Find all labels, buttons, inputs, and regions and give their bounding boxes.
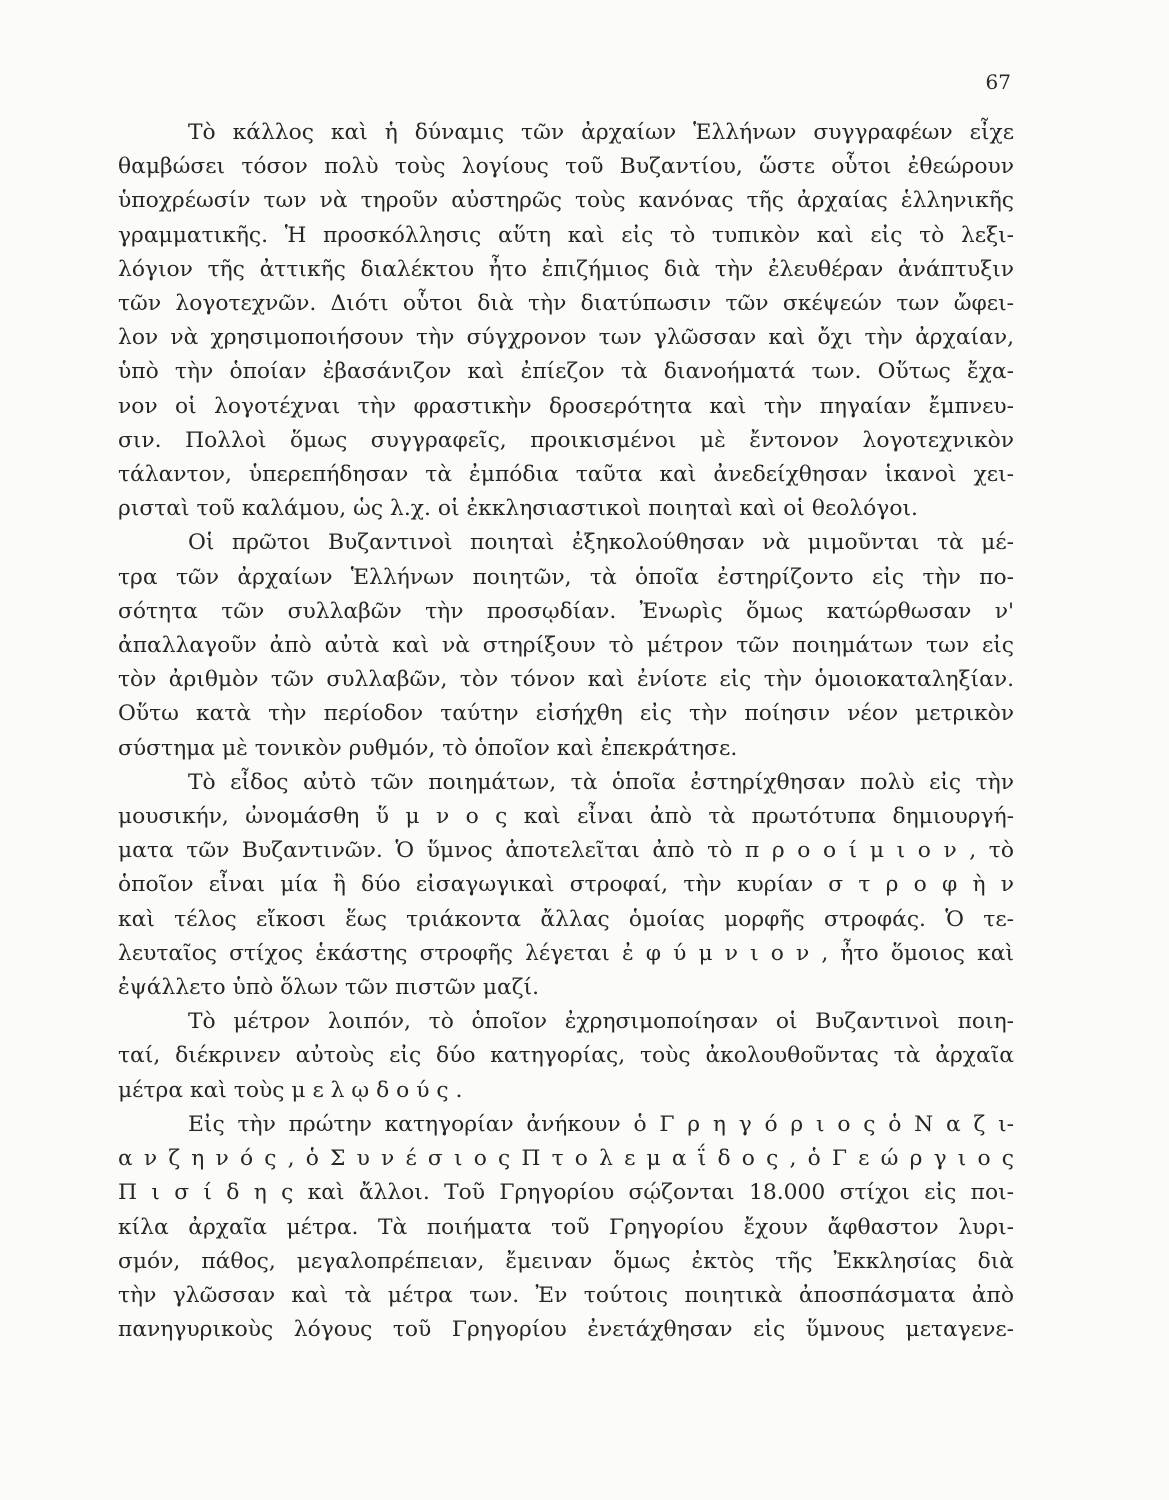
text-line: σμόν, πάθος, μεγαλοπρέπειαν, ἔμειναν ὅμως ἐκτὸς τῆς Ἐκκλησίας διὰ (118, 1248, 1014, 1274)
text-line: τῶν λογοτεχνῶν. Διότι οὗτοι διὰ τὴν διατύπωσιν τῶν σκέψεών των ὤφει- (118, 291, 1014, 317)
text-line: τὴν γλῶσσαν καὶ τὰ μέτρα των. Ἐν τούτοις ποιητικὰ ἀποσπάσματα ἀπὸ (118, 1282, 1014, 1308)
paragraph-4 (118, 1005, 1014, 1108)
text-line: ἀπαλλαγοῦν ἀπὸ αὐτὰ καὶ νὰ στηρίξουν τὸ μέτρον τῶν ποιημάτων των εἰς (118, 633, 1014, 659)
text-line: νον οἱ λογοτέχναι τὴν φραστικὴν δροσερότητα καὶ τὴν πηγαίαν ἔμπνευ- (118, 393, 1014, 419)
text-line: κίλα ἀρχαῖα μέτρα. Τὰ ποιήματα τοῦ Γρηγορίου ἔχουν ἄφθαστον λυρι- (118, 1214, 1014, 1240)
text-line: Εἰς τὴν πρώτην κατηγορίαν ἀνήκουν ὁ Γ ρ η γ ό ρ ι ο ς ὁ Ν α ζ ι- (188, 1111, 1014, 1137)
text-line: ρισταὶ τοῦ καλάμου, ὡς λ.χ. οἱ ἐκκλησιαστικοὶ ποιηταὶ καὶ οἱ θεολόγοι. (118, 496, 918, 522)
text-line: σότητα τῶν συλλαβῶν τὴν προσῳδίαν. Ἐνωρὶς ὅμως κατώρθωσαν ν' (118, 598, 1014, 624)
text-line: Τὸ μέτρον λοιπόν, τὸ ὁποῖον ἐχρησιμοποίησαν οἱ Βυζαντινοὶ ποιη- (188, 1009, 1014, 1035)
text-line: πανηγυρικοὺς λόγους τοῦ Γρηγορίου ἐνετάχθησαν εἰς ὕμνους μεταγενε- (118, 1317, 1014, 1343)
text-line: Π ι σ ί δ η ς καὶ ἄλλοι. Τοῦ Γρηγορίου σῴζονται 18.000 στίχοι εἰς ποι- (118, 1180, 1014, 1206)
paragraph-2 (118, 526, 1014, 765)
text-line: θαμβώσει τόσον πολὺ τοὺς λογίους τοῦ Βυζαντίου, ὥστε οὗτοι ἐθεώρουν (118, 154, 1014, 180)
text-line: Οὕτω κατὰ τὴν περίοδον ταύτην εἰσήχθη εἰς τὴν ποίησιν νέον μετρικὸν (118, 701, 1014, 727)
text-line: Τὸ κάλλος καὶ ἡ δύναμις τῶν ἀρχαίων Ἑλλήνων συγγραφέων εἶχε (188, 120, 1014, 145)
paragraph-1 (118, 116, 1014, 526)
text-line: σύστημα μὲ τονικὸν ρυθμόν, τὸ ὁποῖον καὶ ἐπεκράτησε. (118, 735, 738, 761)
text-line: Οἱ πρῶτοι Βυζαντινοὶ ποιηταὶ ἐξηκολούθησαν νὰ μιμοῦνται τὰ μέ- (188, 530, 1014, 556)
body-text (118, 116, 1014, 1347)
page-number: 67 (985, 70, 1011, 94)
text-line: ματα τῶν Βυζαντινῶν. Ὁ ὕμνος ἀποτελεῖται ἀπὸ τὸ π ρ ο ο ί μ ι ο ν , τὸ (118, 838, 1014, 864)
text-line: α ν ζ η ν ό ς , ὁ Σ υ ν έ σ ι ο ς Π τ ο λ ε μ α ΐ δ ο ς , ὁ Γ ε ώ ρ γ ι ο ς (118, 1146, 1014, 1172)
text-line: μέτρα καὶ τοὺς μ ε λ ῳ δ ο ύ ς . (118, 1077, 463, 1103)
text-line: τάλαντον, ὑπερεπήδησαν τὰ ἐμπόδια ταῦτα καὶ ἀνεδείχθησαν ἱκανοὶ χει- (118, 462, 1014, 488)
text-line: λευταῖος στίχος ἑκάστης στροφῆς λέγεται ἐ φ ύ μ ν ι ο ν , ἦτο ὅμοιος καὶ (118, 940, 1014, 966)
text-line: ὁποῖον εἶναι μία ἢ δύο εἰσαγωγικαὶ στροφαί, τὴν κυρίαν σ τ ρ ο φ ὴ ν (118, 872, 1014, 898)
text-line: Τὸ εἶδος αὐτὸ τῶν ποιημάτων, τὰ ὁποῖα ἐστηρίχθησαν πολὺ εἰς τὴν (188, 769, 1014, 795)
text-line: ὑπὸ τὴν ὁποίαν ἐβασάνιζον καὶ ἐπίεζον τὰ διανοήματά των. Οὕτως ἔχα- (118, 359, 1014, 385)
text-line: τὸν ἀριθμὸν τῶν συλλαβῶν, τὸν τόνον καὶ ἐνίοτε εἰς τὴν ὁμοιοκαταληξίαν. (118, 667, 1014, 693)
paragraph-3 (118, 766, 1014, 1005)
text-line: τρα τῶν ἀρχαίων Ἑλλήνων ποιητῶν, τὰ ὁποῖα ἐστηρίζοντο εἰς τὴν πο- (118, 564, 1014, 590)
text-line: λόγιον τῆς ἀττικῆς διαλέκτου ἦτο ἐπιζήμιος διὰ τὴν ἐλευθέραν ἀνάπτυξιν (118, 256, 1014, 282)
text-line: σιν. Πολλοὶ ὅμως συγγραφεῖς, προικισμένοι μὲ ἔντονον λογοτεχνικὸν (118, 427, 1014, 453)
text-line: ὑποχρέωσίν των νὰ τηροῦν αὐστηρῶς τοὺς κανόνας τῆς ἀρχαίας ἑλληνικῆς (118, 188, 1014, 214)
text-line: γραμματικῆς. Ἡ προσκόλλησις αὕτη καὶ εἰς τὸ τυπικὸν καὶ εἰς τὸ λεξι- (118, 222, 1014, 248)
text-line: ταί, διέκρινεν αὐτοὺς εἰς δύο κατηγορίας, τοὺς ἀκολουθοῦντας τὰ ἀρχαῖα (118, 1043, 1014, 1069)
text-line: ἐψάλλετο ὑπὸ ὅλων τῶν πιστῶν μαζί. (118, 975, 540, 1001)
text-line: λον νὰ χρησιμοποιήσουν τὴν σύγχρονον των γλῶσσαν καὶ ὄχι τὴν ἀρχαίαν, (118, 325, 1014, 351)
text-line: καὶ τέλος εἴκοσι ἕως τριάκοντα ἄλλας ὁμοίας μορφῆς στροφάς. Ὁ τε- (118, 906, 1014, 932)
paragraph-5 (118, 1108, 1014, 1347)
text-line: μουσικήν, ὠνομάσθη ὕ μ ν ο ς καὶ εἶναι ἀπὸ τὰ πρωτότυπα δημιουργή- (118, 804, 1014, 830)
